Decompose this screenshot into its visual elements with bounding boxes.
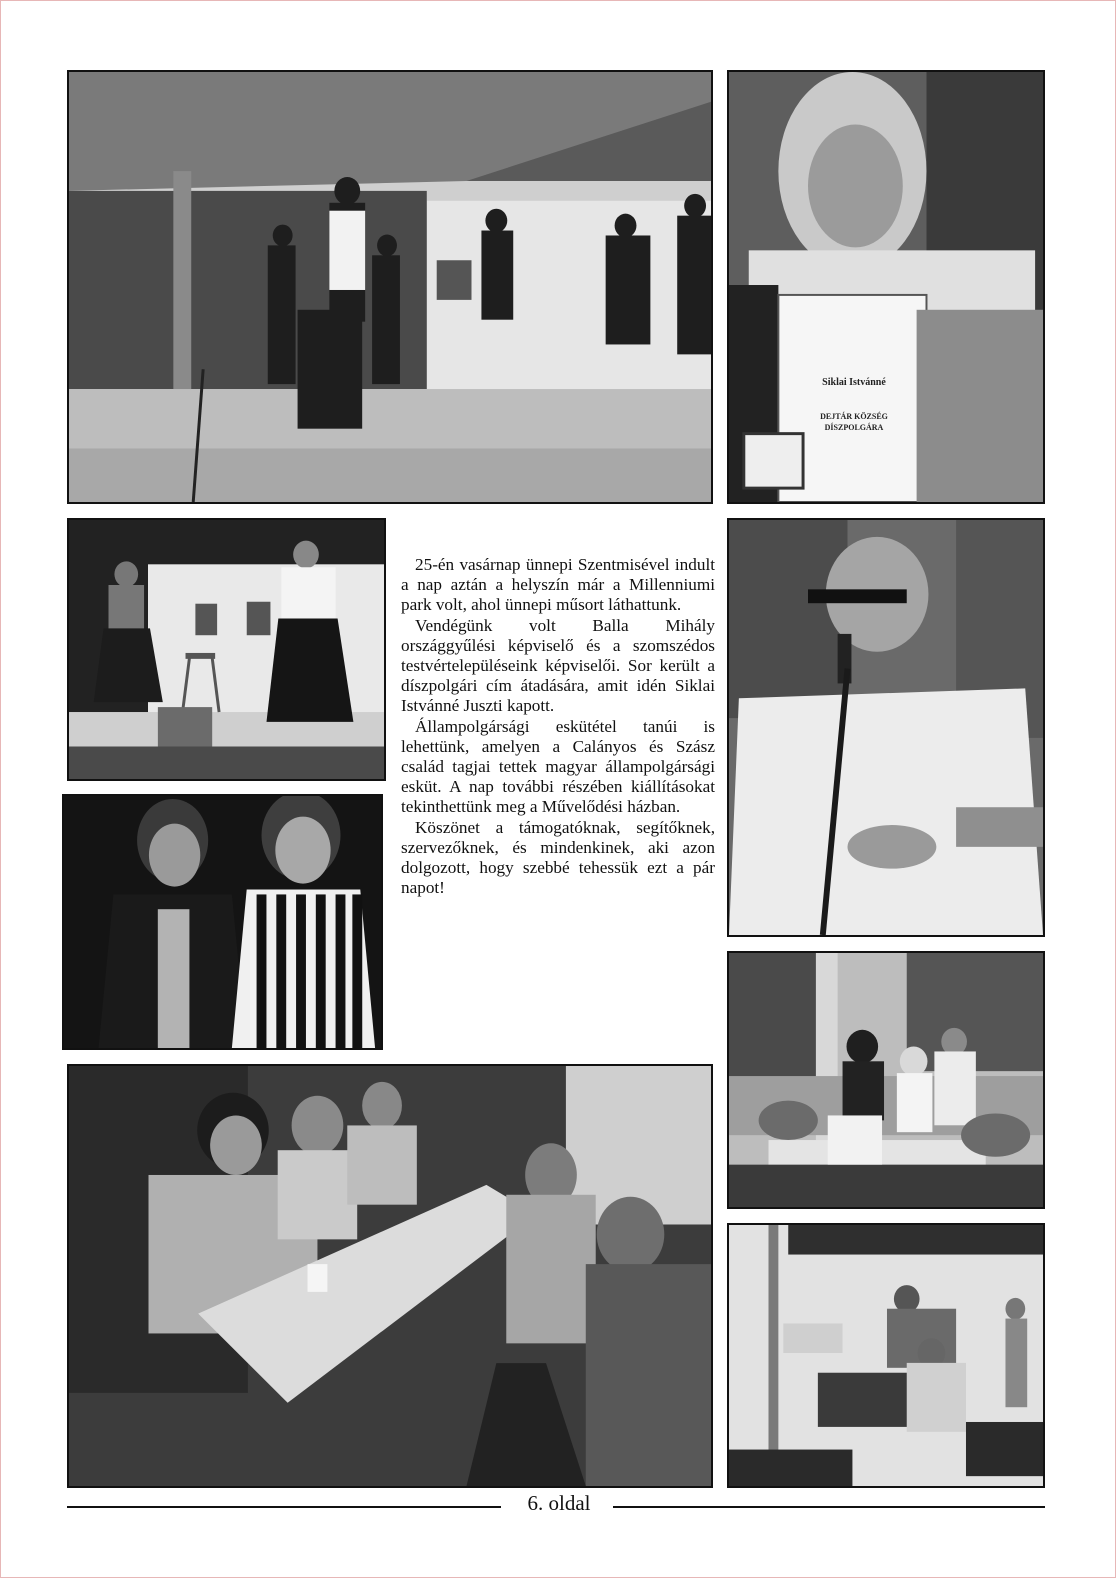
page-number: 6. oldal <box>527 1491 591 1515</box>
footer-rule-left <box>67 1506 501 1508</box>
certificate-name: Siklai Istvánné <box>822 377 886 388</box>
photo-two-women <box>62 794 383 1050</box>
certificate-title-line1: DEJTÁR KÖZSÉG <box>820 412 888 421</box>
certificate-title-line2: DÍSZPOLGÁRA <box>824 423 884 432</box>
photo-children-folk-costume <box>727 951 1045 1209</box>
article-paragraph: Köszönet a támogatóknak, segítőknek, szervezőknek, és mindenkinek, aki azon dolgozott, hogy szebbé tehessük ezt a pár napot! <box>401 817 715 898</box>
article-paragraph: Vendégünk volt Balla Mihály országgyűlési képviselő és a szomszédos testvértelepüléseink képviselői. Sor került a díszpolgári cím átadására, amit idén Siklai Istvánné Juszti kapott. <box>401 615 715 716</box>
footer-rule-right <box>613 1506 1045 1508</box>
photo-festival-table <box>67 1064 713 1488</box>
photo-folk-performers <box>67 518 386 781</box>
article-paragraph: Állampolgársági eskütétel tanúi is lehettünk, amelyen a Calányos és Szász család tagjai tettek magyar állampolgársági esküt. A nap további részében kiállításokat tekinthettünk meg a Művelődési házban. <box>401 716 715 817</box>
photo-sound-technicians <box>727 1223 1045 1488</box>
photo-speaker <box>727 518 1045 937</box>
photo-stage-dancers <box>67 70 713 504</box>
article-paragraph: 25-én vasárnap ünnepi Szentmisével indult a nap aztán a helyszín már a Millenniumi park volt, ahol ünnepi műsort láthattunk. <box>401 555 715 615</box>
photo-award-recipient <box>727 70 1045 504</box>
article-body <box>401 555 715 898</box>
